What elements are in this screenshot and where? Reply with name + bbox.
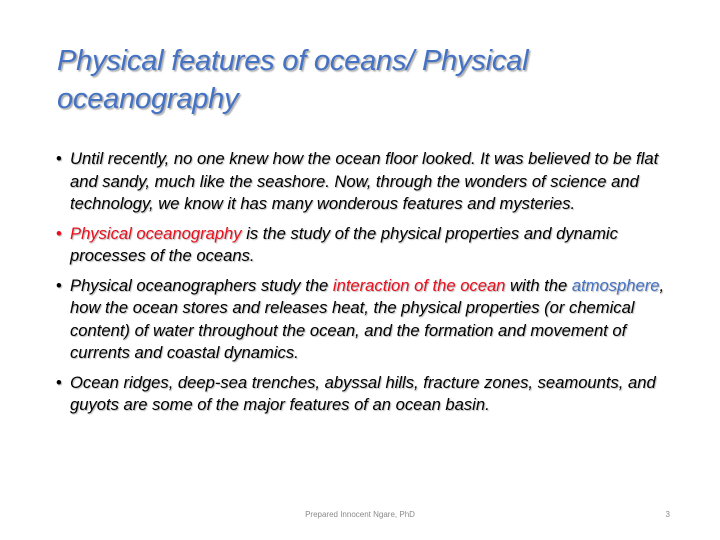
bullet-item-1 xyxy=(56,148,666,216)
highlight-blue: atmosphere xyxy=(571,275,660,295)
bullet-item-3 xyxy=(56,275,666,365)
bullet-dot-icon: • xyxy=(56,372,62,392)
slide-title: Physical features of oceans/ Physical oceanography xyxy=(57,45,529,115)
highlight-term: Physical oceanography xyxy=(70,223,242,243)
highlight-red: interaction of the ocean xyxy=(332,275,506,295)
bullet-item-4 xyxy=(56,372,666,417)
footer-author: Prepared Innocent Ngare, PhD xyxy=(305,510,415,519)
bullet-text: Until recently, no one knew how the ocean floor looked. It was believed to be flat and sandy, much like the seashore. Now, through the wonders of science and technology, we know it has many wonderous features and mysteries. xyxy=(70,149,659,213)
bullet-text: Ocean ridges, deep-sea trenches, abyssal hills, fracture zones, seamounts, and guyots are some of the major features of an ocean basin. xyxy=(70,372,656,414)
bullet-text-part1: Physical oceanographers study the xyxy=(70,275,333,295)
page-number: 3 xyxy=(665,510,670,519)
bullet-text-part3: , how the ocean stores and releases heat, the physical properties (or chemical content) of water throughout the ocean, and the formation and movement of currents and coastal dynamics. xyxy=(70,275,665,362)
bullet-dot-icon: • xyxy=(56,149,62,168)
bullet-list xyxy=(56,148,666,424)
bullet-item-2 xyxy=(56,223,666,268)
bullet-text: is the study of the physical properties and dynamic processes of the oceans. xyxy=(70,223,618,265)
bullet-text-part2: with the xyxy=(505,275,572,295)
bullet-dot-icon: • xyxy=(56,275,62,295)
bullet-dot-icon: • xyxy=(56,223,62,243)
